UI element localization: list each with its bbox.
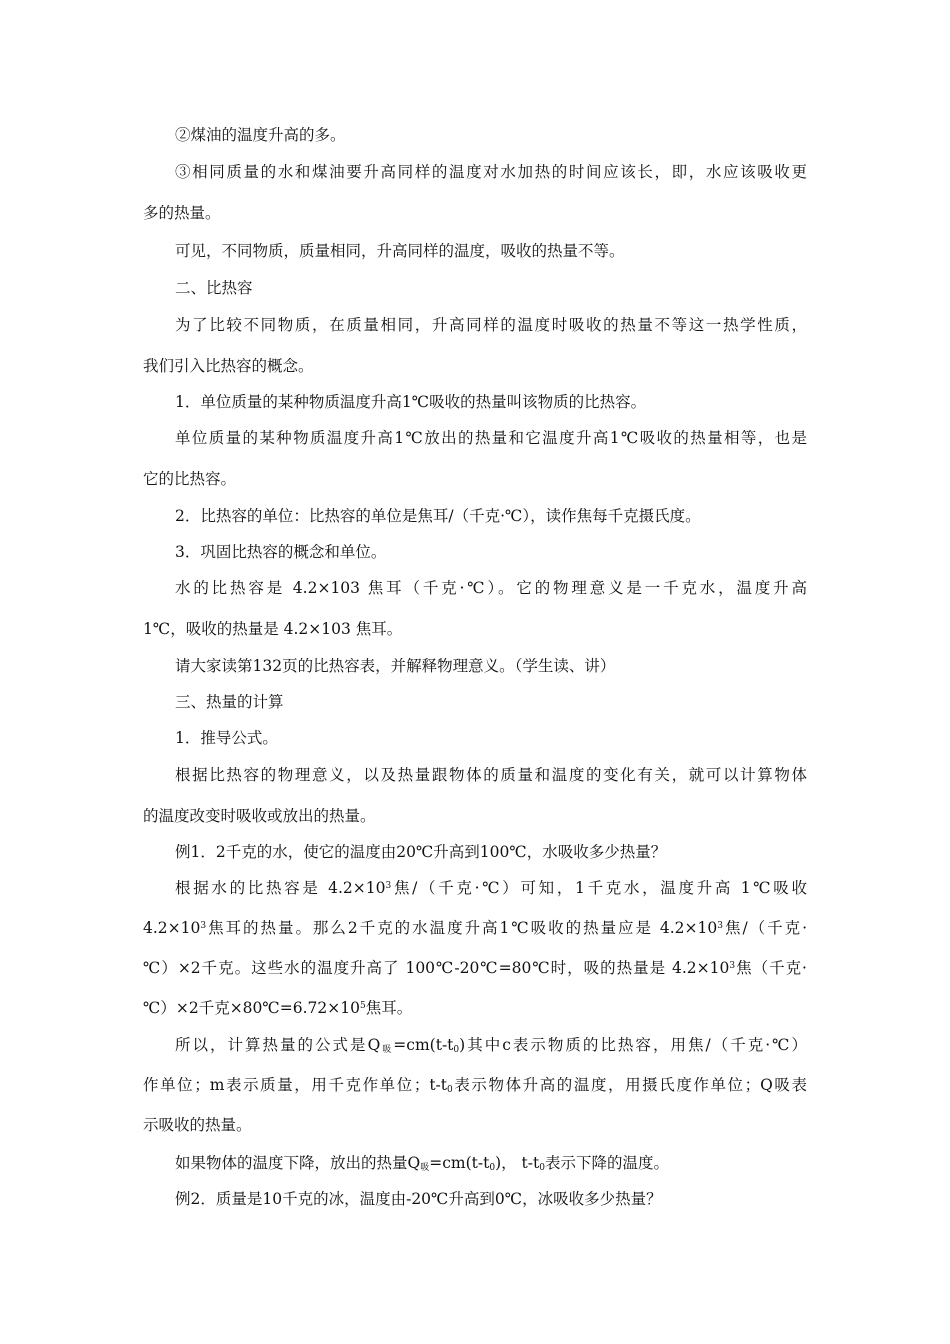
paragraph-line: $4.2\times 10^3$焦耳的热量。那么2千克的水温度升高1℃吸收的热量应是 $4.2\times 10^3$焦/（千克· xyxy=(143,919,807,937)
paragraph-line: 1．推导公式。 xyxy=(175,729,278,747)
paragraph-line: 示吸收的热量。 xyxy=(143,1116,252,1134)
example-line: 例2．质量是10千克的冰，温度由-20℃升高到0℃，冰吸收多少热量？ xyxy=(175,1190,662,1208)
paragraph-line: 请大家读第132页的比热容表，并解释物理意义。（学生读、讲） xyxy=(175,657,616,675)
paragraph-line: 根据比热容的物理意义，以及热量跟物体的质量和温度的变化有关，就可以计算物体 xyxy=(175,766,807,784)
paragraph-line: ③相同质量的水和煤油要升高同样的温度对水加热的时间应该长，即，水应该吸收更 xyxy=(175,163,807,181)
paragraph-line: 水的比热容是 4.2×103 焦耳（千克·℃）。它的物理意义是一千克水，温度升高 xyxy=(175,579,807,597)
paragraph-line: 它的比热容。 xyxy=(143,470,237,488)
section-heading: 二、比热容 xyxy=(175,279,253,297)
paragraph-line: 作单位；m表示质量，用千克作单位；$t-t_0$表示物体升高的温度，用摄氏度作单位；Q吸表 xyxy=(143,1076,807,1095)
paragraph-line: 为了比较不同物质，在质量相同，升高同样的温度时吸收的热量不等这一热学性质， xyxy=(175,316,807,334)
paragraph-line: ℃）×2千克。这些水的温度升高了 100℃-20℃=80℃时，吸的热量是 $4.2\times 10^3$焦（千克· xyxy=(143,959,807,977)
section-heading: 三、热量的计算 xyxy=(175,693,284,711)
paragraph-line: 可见，不同物质，质量相同，升高同样的温度，吸收的热量不等。 xyxy=(175,242,625,260)
paragraph-line: 所以，计算热量的公式是$Q_吸=cm(t-t_0)$其中c表示物质的比热容，用焦/（千克·℃） xyxy=(175,1036,807,1055)
paragraph-line: 1．单位质量的某种物质温度升高1℃吸收的热量叫该物质的比热容。 xyxy=(175,393,647,411)
paragraph-line: 1℃，吸收的热量是 4.2×103 焦耳。 xyxy=(143,620,403,638)
paragraph-line: 3．巩固比热容的概念和单位。 xyxy=(175,543,387,561)
paragraph-line: 如果物体的温度下降，放出的热量$Q_吸=cm(t-t_0)$， $t-t_0$表示下降的温度。 xyxy=(175,1154,669,1173)
paragraph-line: 的温度改变时吸收或放出的热量。 xyxy=(143,807,376,825)
paragraph-line: ℃）×2千克$\times 80℃=6.72\times 10^5$焦耳。 xyxy=(143,999,413,1017)
paragraph-line: 单位质量的某种物质温度升高1℃放出的热量和它温度升高1℃吸收的热量相等，也是 xyxy=(175,429,807,447)
paragraph-line: 2．比热容的单位：比热容的单位是焦耳/（千克·℃），读作焦每千克摄氏度。 xyxy=(175,507,701,525)
paragraph-line: ②煤油的温度升高的多。 xyxy=(175,126,346,144)
paragraph-line: 多的热量。 xyxy=(143,204,221,222)
paragraph-line: 根据水的比热容是 $4.2\times 10^3$焦/（千克·℃）可知，1千克水，温度升高 1℃吸收 xyxy=(175,879,807,897)
paragraph-line: 我们引入比热容的概念。 xyxy=(143,357,314,375)
example-line: 例1．2千克的水，使它的温度由20℃升高到100℃，水吸收多少热量？ xyxy=(175,843,667,861)
